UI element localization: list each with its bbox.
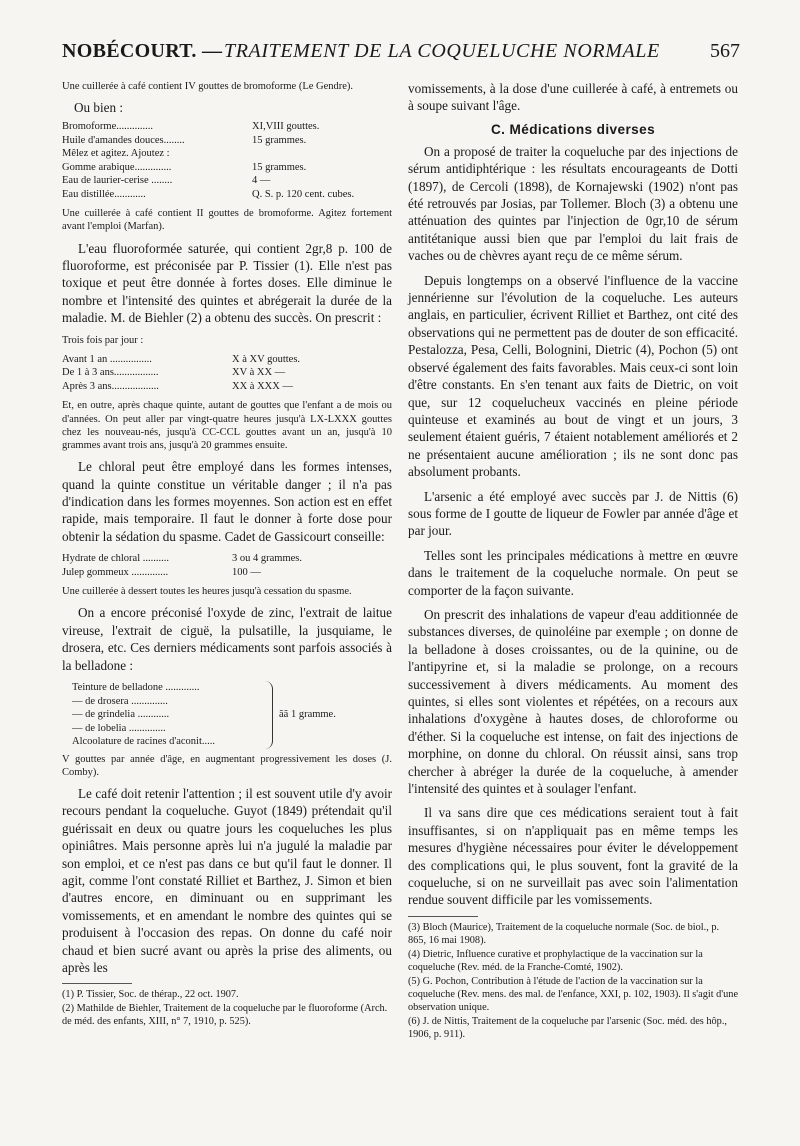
header-author: NOBÉCOURT. — — [62, 40, 223, 62]
recipe-line: Gomme arabique.............. 15 grammes. — [62, 161, 307, 173]
brace-item: Teinture de belladone ............. — [72, 682, 200, 694]
recipe-line: De 1 à 3 ans................. XV à XX — — [62, 367, 286, 379]
footnote: (6) J. de Nittis, Traitement de la coqueluche par l'arsenic (Soc. méd. des hôp., 1906, p. 911). — [408, 1015, 727, 1040]
recipe-line: Julep gommeux .............. 100 — — [62, 566, 261, 578]
recipe-bromoforme — [62, 120, 392, 201]
brace-bracket — [262, 681, 273, 749]
paragraph-summary: Telles sont les principales médications à mettre en œuvre dans le traitement de la coqueluche normale. On peut se comporter de la façon suivante. — [408, 547, 738, 598]
right-column — [408, 80, 738, 1042]
recipe-line: Eau de laurier-cerise ........ 4 — — [62, 175, 271, 187]
dosage-label: Trois fois par jour : — [62, 334, 144, 346]
recipe-line: Bromoforme.............. XI,VIII gouttes. — [62, 121, 320, 133]
recipe-line: Hydrate de chloral .......... 3 ou 4 grammes. — [62, 553, 302, 565]
belladone-recipe — [72, 681, 392, 749]
footnote-rule — [408, 916, 478, 917]
recipe-line: Avant 1 an ................ X à XV gouttes. — [62, 353, 301, 365]
brace-items — [72, 681, 262, 749]
brace-item: — de grindelia ............ — [72, 709, 170, 721]
belladone-note: V gouttes par année d'âge, en augmentant progressivement les doses (J. Comby). — [62, 753, 392, 778]
ou-bien-label: Ou bien : — [74, 100, 124, 116]
footnote: (3) Bloch (Maurice), Traitement de la coqueluche normale (Soc. de biol., p. 865, 16 mai 1908). — [408, 921, 720, 946]
recipe-dosage — [62, 353, 392, 394]
footnote: (5) G. Pochon, Contribution à l'étude de l'action de la vaccination sur la coqueluche (Rev. mens. des mal. de l'enfance, XXI, p. 102, 1903). Il s'agit d'une observation unique. — [408, 975, 739, 1013]
paragraph-belladone: On a encore préconisé l'oxyde de zinc, l'extrait de laitue vireuse, l'extrait de ciguë, la pulsatille, la jusquiame, le drosera, etc. Ces derniers médicaments sont parfois associés à la belladone : — [62, 605, 392, 673]
intro-note: Une cuillerée à café contient IV gouttes de bromoforme (Le Gendre). — [62, 81, 354, 92]
footnote: (1) P. Tissier, Soc. de thérap., 22 oct. 1907. — [62, 989, 239, 1001]
footnote: (4) Dietric, Influence curative et prophylactique de la vaccination sur la coqueluche (Rev. méd. de la Franche-Comté, 1902). — [408, 948, 703, 973]
recipe-line: Mêlez et agitez. Ajoutez : — [62, 148, 170, 160]
brace-item: Alcoolature de racines d'aconit..... — [72, 736, 216, 748]
paragraph-chloral: Le chloral peut être employé dans les formes intenses, quand la quinte constitue un véritable danger ; il n'a pas d'indication dans les formes moyennes. Son action est en effet rapide, mais temporaire. Il faut le donner à forte dose pour obtenir la sédation du spasme. Cadet de Gassicourt conseille: — [62, 459, 392, 544]
page-number: 567 — [710, 40, 740, 62]
paragraph-inhalations: On prescrit des inhalations de vapeur d'eau additionnée de substances diverses, de quinoléine par exemple ; on donne de la belladone à doses croissantes, ou de la quinine, ou de l'antipyrine et, si la maladie se prolonge, on a recours successivement à divers médicaments. Au moment des quintes, si elles sont violentes et répétées, on a recours aux inhalations d'oxygène à hautes doses, de chloroforme ou d'éther. Si la coqueluche est intense, on fait des injections de morphine, on donne du chloral. On réussit ainsi, sans trop chercher à abréger la durée de la coqueluche, à amender l'intensité des quintes et à soulager l'enfant. — [408, 606, 738, 797]
brace-dose: ãã 1 gramme. — [279, 709, 336, 721]
chloral-note: Une cuillerée à dessert toutes les heures jusqu'à cessation du spasme. — [62, 586, 352, 598]
left-column — [62, 80, 392, 1029]
paragraph-hygiene: Il va sans dire que ces médications seraient tout à fait insuffisantes, si on n'appliquait pas en même temps les mesures d'hygiène nécessaires pour éviter le développement des complications qui, le plus souvent, font la gravité de la coqueluche, si on ne surveillait pas avec soin l'alimentation rendue souvent difficile par les vomissements. — [408, 805, 738, 908]
footnote-rule — [62, 983, 132, 984]
header-title: TRAITEMENT DE LA COQUELUCHE NORMALE — [224, 40, 660, 62]
recipe-line: Eau distillée............ Q. S. p. 120 cent. cubes. — [62, 188, 355, 200]
paragraph-serum: On a proposé de traiter la coqueluche par des injections de sérum antidiphtérique : les résultats encourageants de Dotti (1897), de Cercoli (1898), de Kornajewski (1902) n'ont pas été retrouvés par Josias, par Tollemer. Bloch (3) a obtenu une atténuation des quintes par l'injection de 0gr,10 de sérum antitétanique aussi bien que par l'emploi du lait frais de vaches ou de chèvres ayant reçu de ce même sérum. — [408, 143, 738, 264]
paragraph-fluoroforme: L'eau fluoroformée saturée, qui contient 2gr,8 p. 100 de fluoroforme, est préconisée par P. Tissier (1). Elle n'est pas toxique et peut être donnée à fortes doses. Elle diminue le nombre et l'intensité des quintes et abrégerait la durée de la maladie. M. de Biehler (2) a obtenu des succès. On prescrit : — [62, 240, 392, 326]
paragraph-cafe: Le café doit retenir l'attention ; il est souvent utile d'y avoir recours pendant la coqueluche. Guyot (1849) prétendait qu'il guérissait en deux ou quatre jours les coqueluches les plus opiniâtres. Mais personne après lui n'a jugulé la maladie par son emploi, et ce n'est pas dans ce but qu'il faut le donner. Il agit, comme l'ont constaté Rilliet et Barthez, J. Simon et bien d'autres encore, en diminuant ou en supprimant les vomissements, et en amendant le nombre des quintes qui se produisent à l'occasion des repas. On donne du café noir chaud et bien sucré avant ou après la prise des aliments, ou après les — [62, 785, 392, 975]
section-heading: C. Médications diverses — [490, 121, 656, 137]
running-header — [62, 40, 740, 74]
recipe-line: Huile d'amandes douces........ 15 grammes. — [62, 134, 307, 146]
paragraph-arsenic: L'arsenic a été employé avec succès par J. de Nittis (6) sous forme de I goutte de liqueur de Fowler par année d'âge et par jour. — [408, 488, 738, 539]
dosage-note: Et, en outre, après chaque quinte, autant de gouttes que l'enfant a de mois ou d'années. On peut aller par vingt-quatre heures jusqu'à LX-LXXX gouttes chez les nouveau-nés, jusqu'à CC-CCL gouttes avant un an, jusqu'à 10 grammes avant trois ans, jusqu'à 20 grammes ensuite. — [62, 400, 392, 451]
footnote: (2) Mathilde de Biehler, Traitement de la coqueluche par le fluoroforme (Arch. de méd. des enfants, XIII, n° 7, 1910, p. 525). — [62, 1003, 388, 1028]
paragraph-vaccine: Depuis longtemps on a observé l'influence de la vaccine jennérienne sur l'évolution de la coqueluche. Les auteurs anglais, en particulier, écrivent Rilliet et Barthez, ont cité des observations qui ne permettent pas de douter de son efficacité. Pestalozza, Pesa, Celli, Bolognini, Dietric (4), Pochon (5) ont observé également des faits favorables. Mais ceux-ci sont loin d'être constants. En s'en tenant aux faits de Dietric, on voit que, sur 12 coqueluchеux vaccinés en pleine période quinteuse et examinés au bout de vingt et un jours, 3 seulement étaient guéris, 7 étaient notablement améliorés et 2 ne présentaient aucune amélioration ; ils ne sont donc pas absolument probants. — [408, 272, 738, 480]
brace-item: — de lobelia .............. — [72, 722, 166, 734]
recipe-chloral — [62, 552, 392, 579]
recipe-note: Une cuillerée à café contient II gouttes de bromoforme. Agitez fortement avant l'emploi (Marfan). — [62, 208, 392, 233]
paragraph-continuation: vomissements, à la dose d'une cuillerée à café, à entremets ou à soupe suivant l'âge. — [408, 81, 738, 114]
recipe-line: Après 3 ans.................. XX à XXX — — [62, 380, 293, 392]
brace-item: — de drosera .............. — [72, 695, 168, 707]
